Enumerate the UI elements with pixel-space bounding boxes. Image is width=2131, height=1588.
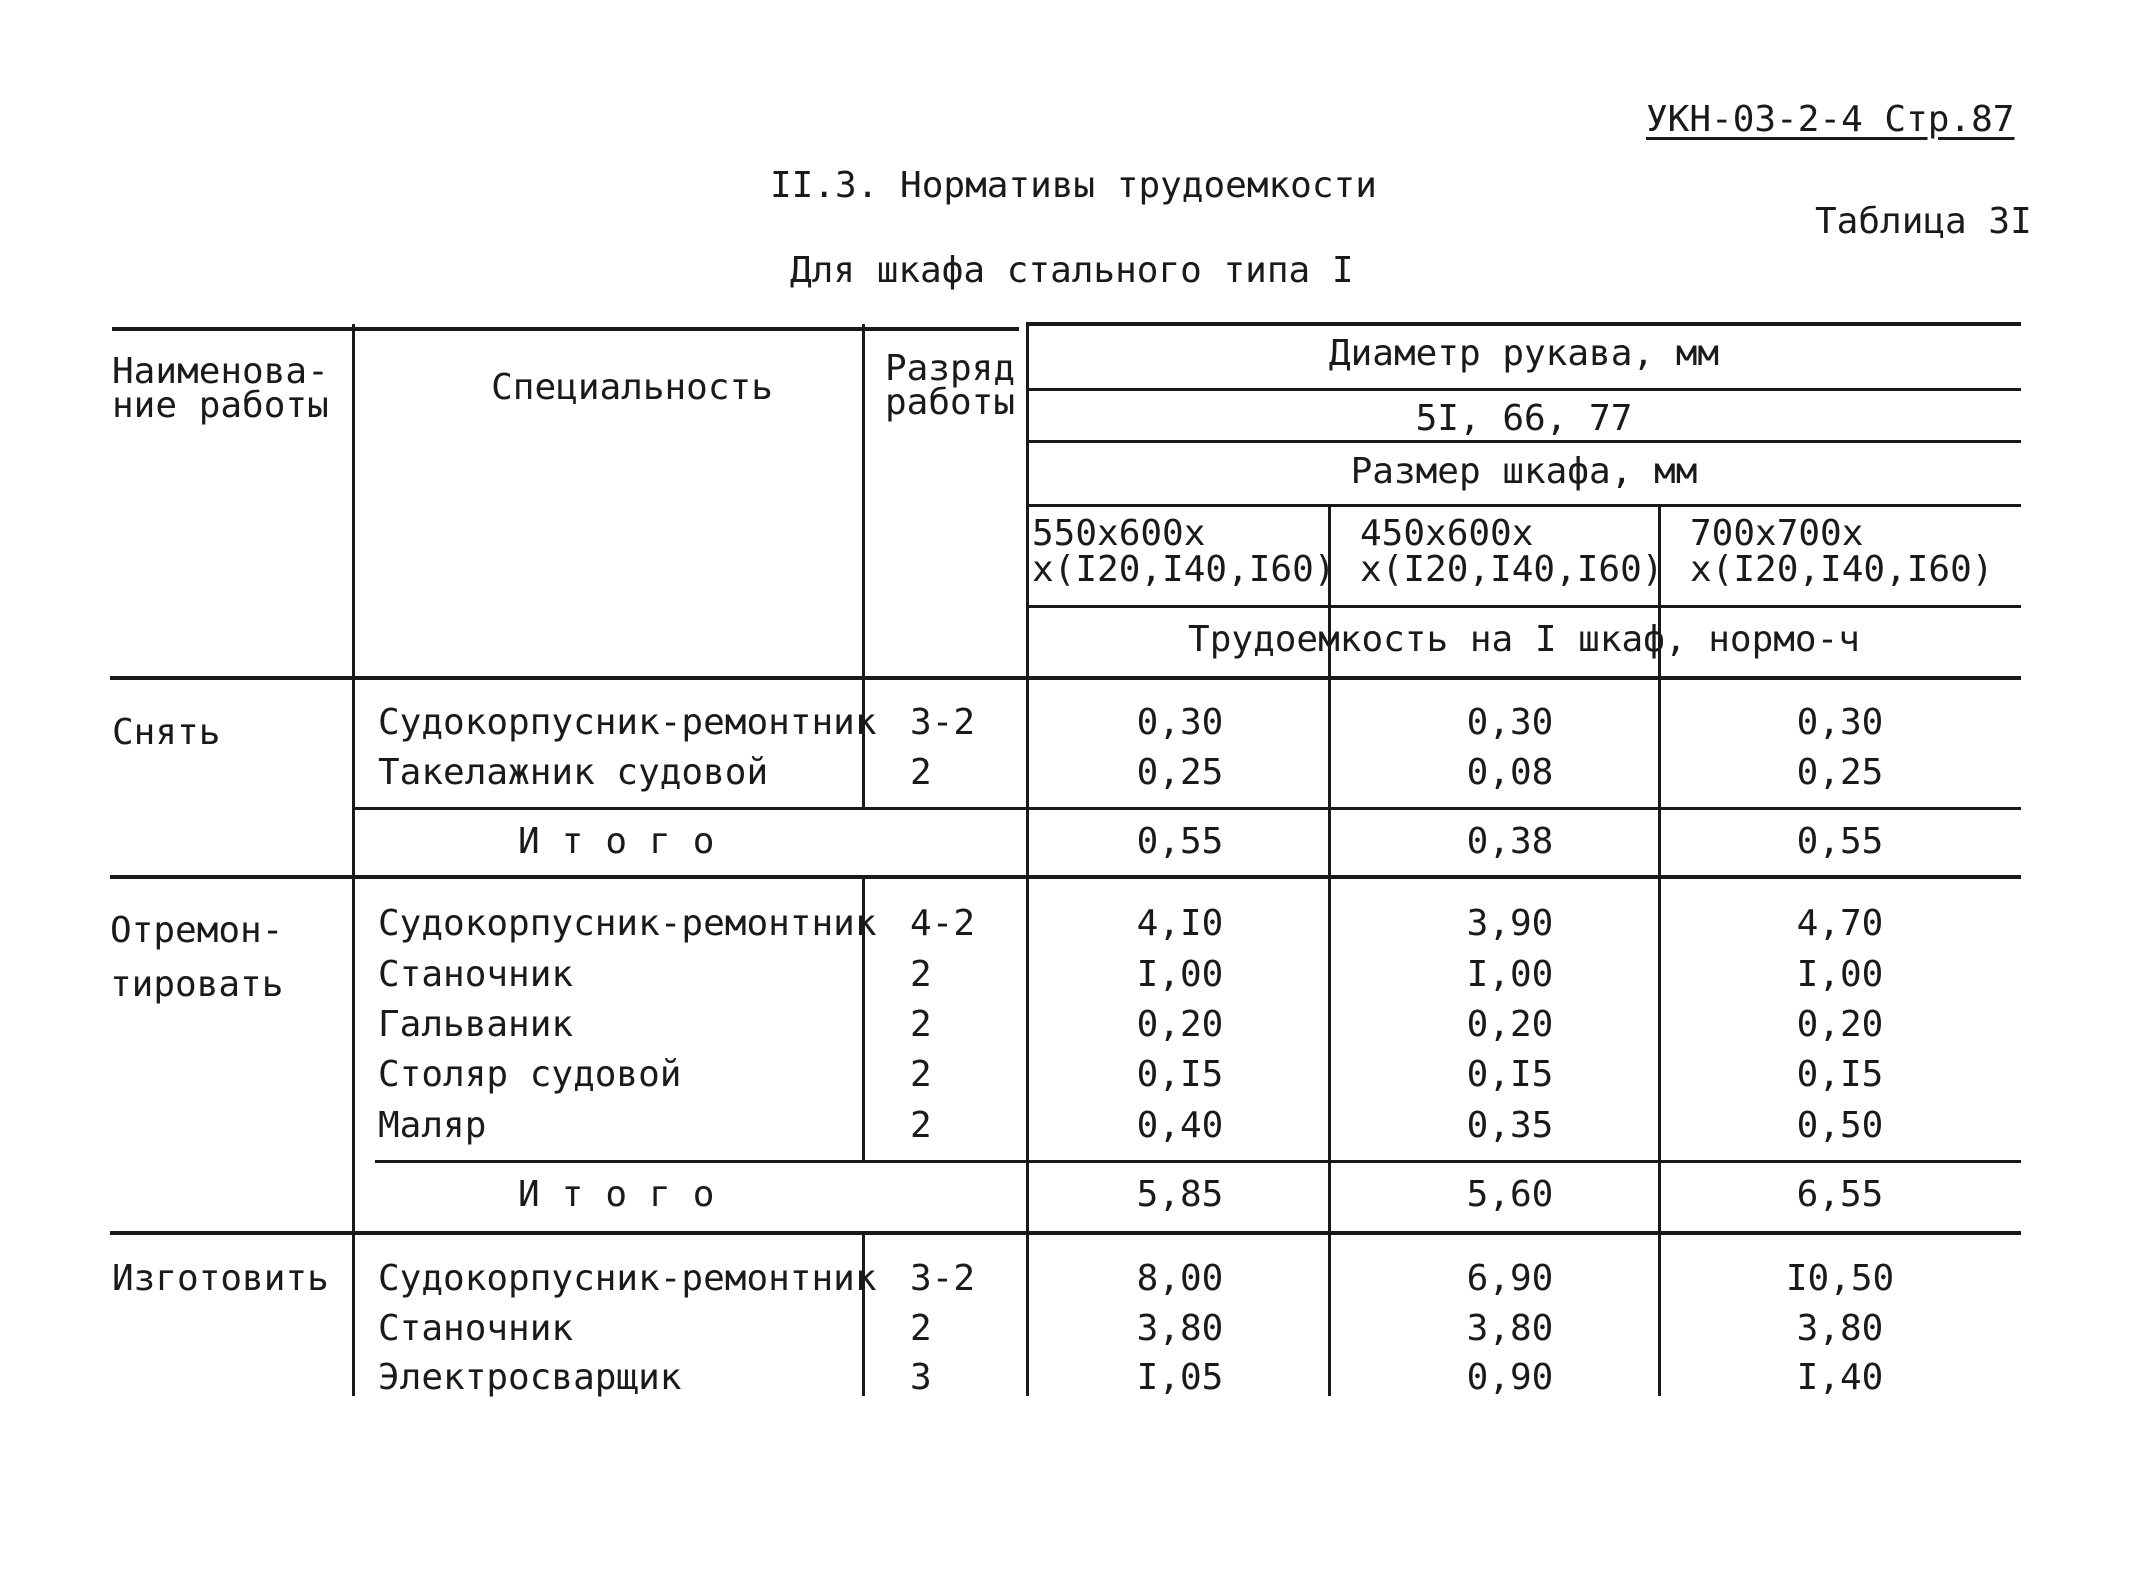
cell-value: 0,I5 bbox=[1466, 1054, 1554, 1095]
cell-specialty: Столяр судовой bbox=[378, 1054, 682, 1095]
cell-value: 0,35 bbox=[1466, 1105, 1554, 1146]
rule-g2-total bbox=[375, 1160, 2021, 1163]
cell-value: 0,90 bbox=[1466, 1357, 1554, 1398]
header-diameters: 5I, 66, 77 bbox=[1415, 398, 1633, 439]
cell-value: 3,90 bbox=[1466, 903, 1554, 944]
table-subtitle: Для шкафа стального типа I bbox=[790, 250, 1354, 291]
rule-diameters bbox=[1028, 440, 2021, 443]
cell-specialty: Станочник bbox=[378, 1308, 574, 1349]
cell-value: I,05 bbox=[1136, 1357, 1224, 1398]
cell-value: 0,30 bbox=[1466, 702, 1554, 743]
total-label: Итого bbox=[518, 1174, 737, 1215]
rule-top-right bbox=[1028, 322, 2021, 326]
cell-grade: 4-2 bbox=[910, 903, 976, 944]
rule-header-bottom bbox=[110, 676, 2021, 680]
header-hose-diameter: Диаметр рукава, мм bbox=[1328, 333, 1720, 374]
header-cabinet-size: Размер шкафа, мм bbox=[1350, 451, 1698, 492]
cell-grade: 2 bbox=[910, 954, 932, 995]
cell-value: 4,70 bbox=[1796, 903, 1884, 944]
cell-value: 3,80 bbox=[1136, 1308, 1224, 1349]
col-line-1 bbox=[352, 324, 355, 1396]
cell-value: 0,20 bbox=[1796, 1004, 1884, 1045]
cell-value: I0,50 bbox=[1785, 1258, 1895, 1299]
cell-specialty: Станочник bbox=[378, 954, 574, 995]
cell-grade: 3-2 bbox=[910, 1258, 976, 1299]
cell-value: 0,08 bbox=[1466, 752, 1554, 793]
cell-specialty: Судокорпусник-ремонтник bbox=[378, 903, 877, 944]
cell-value: I,00 bbox=[1466, 954, 1554, 995]
cell-value: I,40 bbox=[1796, 1357, 1884, 1398]
cell-specialty: Судокорпусник-ремонтник bbox=[378, 702, 877, 743]
total-value: 6,55 bbox=[1796, 1174, 1884, 1215]
cell-grade: 2 bbox=[910, 1308, 932, 1349]
total-value: 0,38 bbox=[1466, 821, 1554, 862]
cell-value: I,00 bbox=[1136, 954, 1224, 995]
header-size-2: 450x600x x(I20,I40,I60) bbox=[1360, 513, 1664, 590]
total-value: 5,60 bbox=[1466, 1174, 1554, 1215]
header-size-3: 700x700x x(I20,I40,I60) bbox=[1690, 513, 1994, 590]
cell-value: 3,80 bbox=[1466, 1308, 1554, 1349]
header-work-name: Наименова- ние работы bbox=[112, 351, 329, 426]
table-number: Таблица 3I bbox=[1815, 201, 2032, 242]
header-size-1: 550x600x x(I20,I40,I60) bbox=[1032, 513, 1336, 590]
cell-specialty: Такелажник судовой bbox=[378, 752, 769, 793]
cell-specialty: Электросварщик bbox=[378, 1357, 682, 1398]
total-value: 0,55 bbox=[1136, 821, 1224, 862]
page-header: УКН-03-2-4 Стр.87 bbox=[1646, 99, 2015, 140]
col-line-3 bbox=[1026, 322, 1029, 1396]
rule-top-left bbox=[112, 327, 1019, 331]
rule-g1-total bbox=[355, 807, 2021, 810]
cell-value: 6,90 bbox=[1466, 1258, 1554, 1299]
rule-size bbox=[1028, 504, 2021, 507]
cell-grade: 2 bbox=[910, 1105, 932, 1146]
cell-grade: 2 bbox=[910, 752, 932, 793]
cell-value: 0,25 bbox=[1136, 752, 1224, 793]
rule-diameter bbox=[1028, 388, 2021, 391]
col-line-2c bbox=[862, 1232, 865, 1396]
total-value: 5,85 bbox=[1136, 1174, 1224, 1215]
group-name: Изготовить bbox=[112, 1258, 329, 1299]
rule-sizes bbox=[1028, 605, 2021, 608]
cell-grade: 2 bbox=[910, 1054, 932, 1095]
rule-g2-bottom bbox=[110, 1231, 2021, 1235]
section-title: II.3. Нормативы трудоемкости bbox=[770, 165, 1377, 206]
group-name: Снять bbox=[112, 712, 221, 753]
cell-specialty: Гальваник bbox=[378, 1004, 574, 1045]
cell-value: 0,20 bbox=[1466, 1004, 1554, 1045]
header-grade: Разряд работы bbox=[884, 348, 1016, 423]
cell-grade: 2 bbox=[910, 1004, 932, 1045]
cell-specialty: Судокорпусник-ремонтник bbox=[378, 1258, 877, 1299]
rule-g1-bottom bbox=[110, 875, 2021, 879]
cell-specialty: Маляр bbox=[378, 1105, 487, 1146]
total-value: 0,55 bbox=[1796, 821, 1884, 862]
cell-value: 0,I5 bbox=[1136, 1054, 1224, 1095]
cell-value: 0,20 bbox=[1136, 1004, 1224, 1045]
total-label: Итого bbox=[518, 821, 737, 862]
cell-grade: 3 bbox=[910, 1357, 932, 1398]
cell-grade: 3-2 bbox=[910, 702, 976, 743]
group-name: Отремон- тировать bbox=[110, 910, 284, 1005]
cell-value: 0,25 bbox=[1796, 752, 1884, 793]
header-specialty: Специальность bbox=[491, 367, 773, 408]
cell-value: 3,80 bbox=[1796, 1308, 1884, 1349]
cell-value: 0,40 bbox=[1136, 1105, 1224, 1146]
cell-value: 8,00 bbox=[1136, 1258, 1224, 1299]
header-labor: Трудоемкость на I шкаф, нормо-ч bbox=[1188, 619, 1860, 660]
cell-value: 0,30 bbox=[1796, 702, 1884, 743]
cell-value: 0,30 bbox=[1136, 702, 1224, 743]
cell-value: 0,50 bbox=[1796, 1105, 1884, 1146]
cell-value: 4,I0 bbox=[1136, 903, 1224, 944]
cell-value: I,00 bbox=[1796, 954, 1884, 995]
cell-value: 0,I5 bbox=[1796, 1054, 1884, 1095]
